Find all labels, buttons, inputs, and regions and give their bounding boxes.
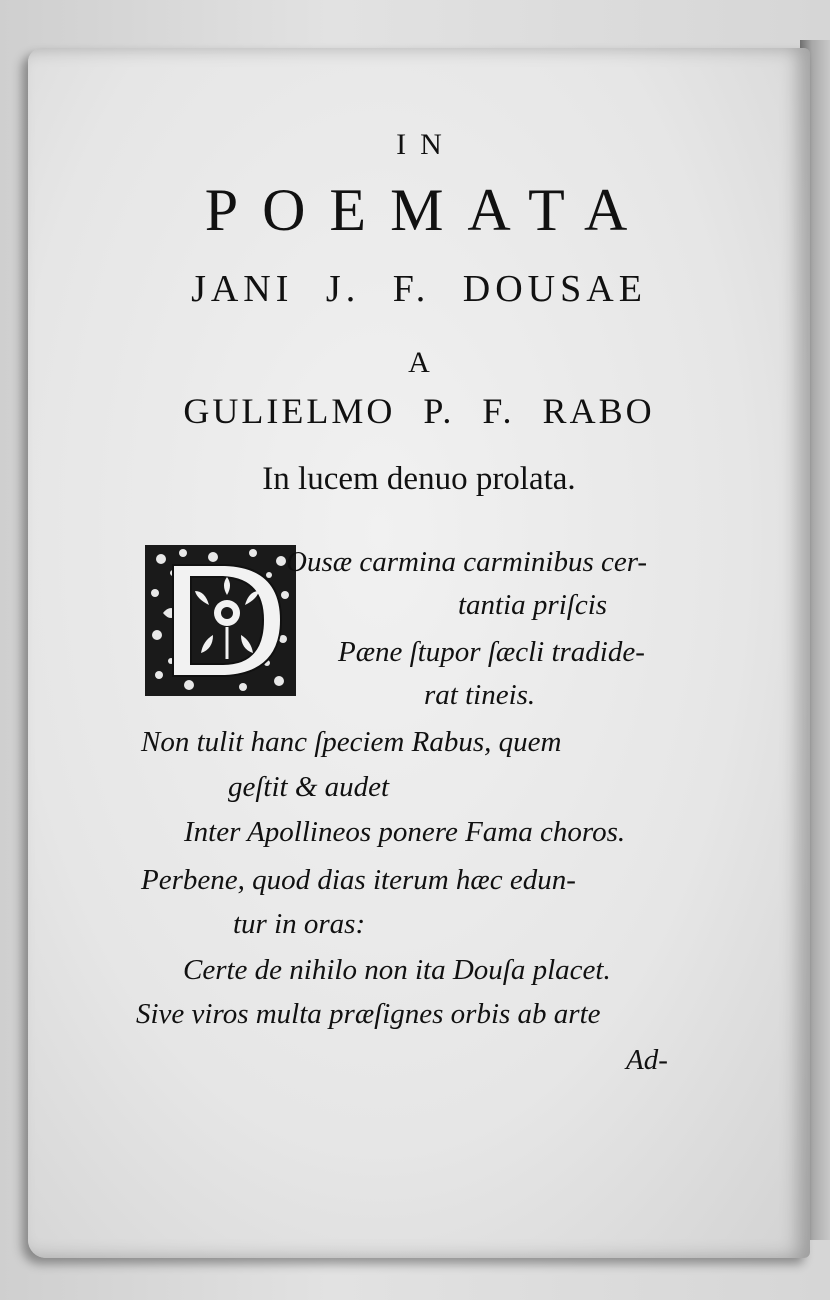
title-line-subtitle: In lucem denuo prolata.	[262, 461, 576, 497]
decorated-initial-d	[143, 543, 298, 698]
title-line-editor: GULIELMO P. F. RABO	[183, 391, 655, 431]
verse-line-6: geſtit & audet	[228, 771, 390, 803]
verse-line-5: Non tulit hanc ſpeciem Rabus, quem	[141, 726, 562, 758]
title-line-in: IN	[396, 128, 456, 161]
title-line-poemata: POEMATA	[204, 177, 652, 243]
verse-line-8: Perbene, quod dias iterum hæc edun-	[141, 864, 576, 896]
verse-line-7: Inter Apollineos ponere Fama choros.	[184, 816, 626, 848]
title-line-author: JANI J. F. DOUSAE	[191, 268, 647, 310]
verse-line-3: Pæne ſtupor ſæcli tradide-	[338, 636, 645, 668]
verse-line-11: Sive viros multa præſignes orbis ab arte	[136, 998, 601, 1030]
catchword: Ad-	[626, 1044, 668, 1076]
verse-line-1: Ousæ carmina carminibus cer-	[286, 546, 648, 578]
verse-line-10: Certe de nihilo non ita Douſa placet.	[183, 954, 611, 986]
book-page	[28, 48, 810, 1258]
verse-line-9: tur in oras:	[233, 908, 366, 940]
verse-line-2: tantia priſcis	[458, 589, 608, 621]
verse-line-4: rat tineis.	[424, 679, 536, 711]
page-text	[28, 48, 810, 1258]
title-line-a: A	[408, 346, 430, 379]
